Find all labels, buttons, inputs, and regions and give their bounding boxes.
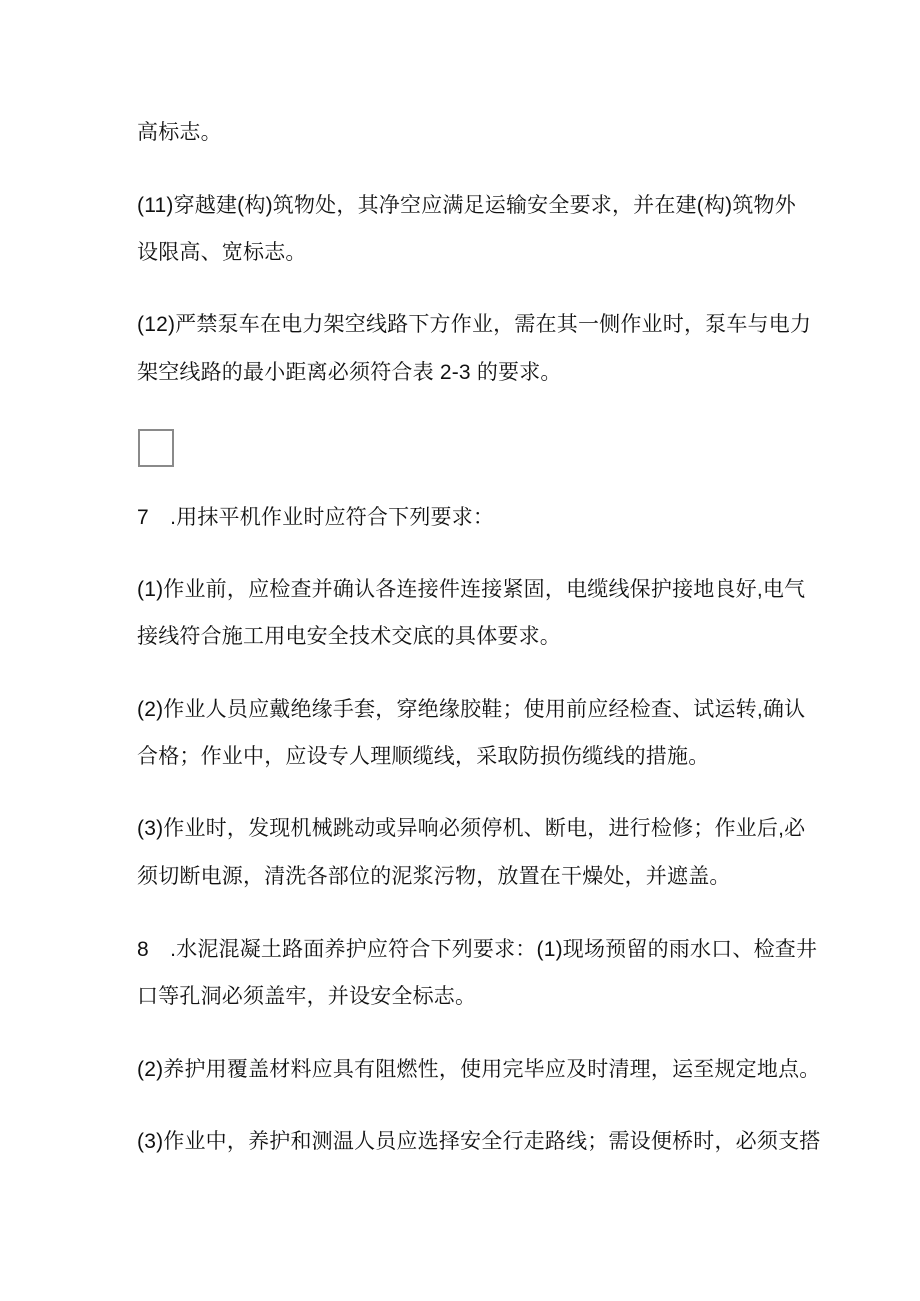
text-line: 架空线路的最小距离必须符合表 2-3 的要求。 bbox=[137, 361, 562, 384]
text-line: (2)作业人员应戴绝缘手套，穿绝缘胶鞋；使用前应经检查、试运转,确认 bbox=[137, 698, 806, 721]
text-line: (12)严禁泵车在电力架空线路下方作业，需在其一侧作业时，泵车与电力 bbox=[137, 313, 812, 336]
text-line: 8 .水泥混凝土路面养护应符合下列要求：(1)现场预留的雨水口、检查井 bbox=[137, 938, 818, 961]
text-line: 设限高、宽标志。 bbox=[137, 241, 307, 264]
text-line: (3)作业中，养护和测温人员应选择安全行走路线；需设便桥时，必须支搭 bbox=[137, 1130, 821, 1153]
text-line: (3)作业时，发现机械跳动或异响必须停机、断电，进行检修；作业后,必 bbox=[137, 817, 806, 840]
text-line: 高标志。 bbox=[137, 121, 222, 144]
text-line: 口等孔洞必须盖牢，并设安全标志。 bbox=[137, 985, 477, 1008]
image-placeholder bbox=[138, 429, 174, 467]
text-line: 7 .用抹平机作业时应符合下列要求： bbox=[137, 506, 495, 529]
text-line: (1)作业前，应检查并确认各连接件连接紧固，电缆线保护接地良好,电气 bbox=[137, 578, 806, 601]
text-line: 须切断电源，清洗各部位的泥浆污物，放置在干燥处，并遮盖。 bbox=[137, 865, 731, 888]
text-line: 接线符合施工用电安全技术交底的具体要求。 bbox=[137, 625, 561, 648]
text-line: 合格；作业中，应设专人理顺缆线，采取防损伤缆线的措施。 bbox=[137, 745, 710, 768]
text-line: (11)穿越建(构)筑物处，其净空应满足运输安全要求，并在建(构)筑物外 bbox=[137, 194, 796, 217]
text-line: (2)养护用覆盖材料应具有阻燃性，使用完毕应及时清理，运至规定地点。 bbox=[137, 1058, 821, 1081]
